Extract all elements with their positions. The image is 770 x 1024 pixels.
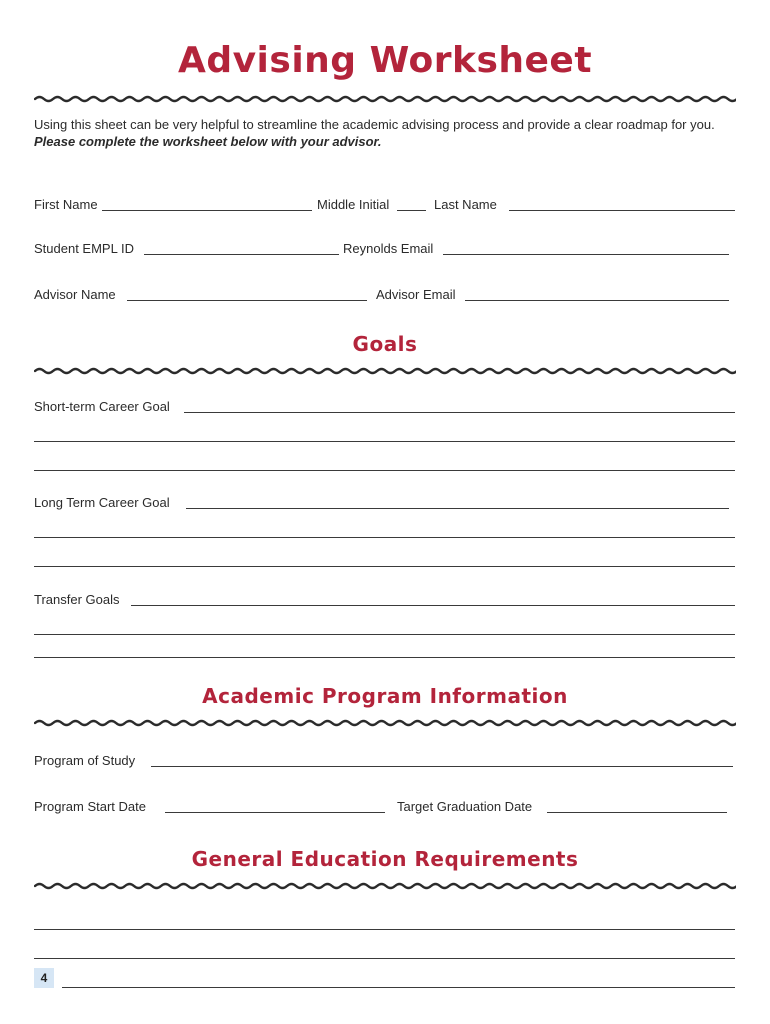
wavy-divider: [34, 880, 736, 892]
short-term-goal-line[interactable]: [34, 441, 735, 442]
intro-emphasis: Please complete the worksheet below with your advisor.: [34, 134, 382, 149]
advisor-email-label: Advisor Email: [376, 287, 456, 302]
advisor-name-label: Advisor Name: [34, 287, 116, 302]
gen-ed-line[interactable]: [62, 987, 735, 988]
short-term-goal-label: Short-term Career Goal: [34, 399, 170, 414]
advisor-email-field[interactable]: [465, 300, 729, 301]
wavy-divider: [34, 93, 736, 105]
program-start-date-field[interactable]: [165, 812, 385, 813]
transfer-goals-field[interactable]: [131, 605, 735, 606]
short-term-goal-line[interactable]: [34, 470, 735, 471]
gen-ed-heading: General Education Requirements: [191, 847, 579, 871]
intro-text: Using this sheet can be very helpful to streamline the academic advising process and provide a clear roadmap for you.: [34, 117, 715, 132]
short-term-goal-field[interactable]: [184, 412, 735, 413]
goals-heading: Goals: [352, 332, 418, 356]
target-graduation-date-field[interactable]: [547, 812, 727, 813]
first-name-label: First Name: [34, 197, 98, 212]
long-term-goal-label: Long Term Career Goal: [34, 495, 170, 510]
program-start-date-label: Program Start Date: [34, 799, 146, 814]
reynolds-email-label: Reynolds Email: [343, 241, 434, 256]
empl-id-field[interactable]: [144, 254, 339, 255]
program-of-study-label: Program of Study: [34, 753, 136, 768]
middle-initial-label: Middle Initial: [317, 197, 390, 212]
first-name-field[interactable]: [102, 210, 312, 211]
target-graduation-date-label: Target Graduation Date: [397, 799, 533, 814]
long-term-goal-field[interactable]: [186, 508, 729, 509]
transfer-goals-label: Transfer Goals: [34, 592, 120, 607]
last-name-field[interactable]: [509, 210, 735, 211]
middle-initial-field[interactable]: [397, 210, 426, 211]
reynolds-email-field[interactable]: [443, 254, 729, 255]
intro-paragraph: [34, 116, 734, 150]
gen-ed-line[interactable]: [34, 958, 735, 959]
page-number-badge: 4: [34, 968, 54, 988]
empl-id-label: Student EMPL ID: [34, 241, 134, 256]
wavy-divider: [34, 365, 736, 377]
page-title: Advising Worksheet: [177, 40, 593, 81]
wavy-divider: [34, 717, 736, 729]
advisor-name-field[interactable]: [127, 300, 367, 301]
program-of-study-field[interactable]: [151, 766, 733, 767]
long-term-goal-line[interactable]: [34, 537, 735, 538]
academic-program-heading: Academic Program Information: [202, 684, 568, 708]
transfer-goals-line[interactable]: [34, 657, 735, 658]
transfer-goals-line[interactable]: [34, 634, 735, 635]
gen-ed-line[interactable]: [34, 929, 735, 930]
last-name-label: Last Name: [434, 197, 497, 212]
long-term-goal-line[interactable]: [34, 566, 735, 567]
